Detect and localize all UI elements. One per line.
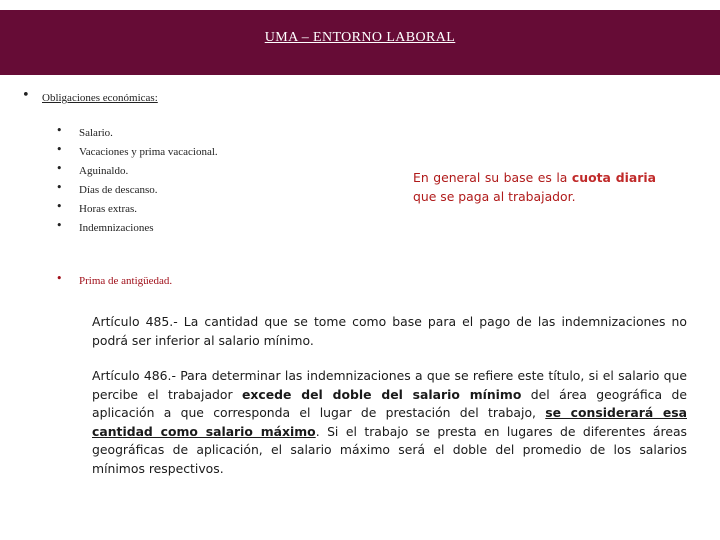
list-item: Aguinaldo. <box>79 165 129 177</box>
bullet-icon: • <box>56 272 63 285</box>
note-text: En general su base es la <box>413 170 572 185</box>
items-bullets <box>56 124 63 238</box>
note-text: que se paga al trabajador. <box>413 189 576 204</box>
list-item: Salario. <box>79 127 113 139</box>
bullet-icon: • <box>56 143 63 156</box>
list-item: Vacaciones y prima vacacional. <box>79 146 218 158</box>
obligations-list <box>79 127 218 241</box>
bullet-icon: • <box>22 88 30 103</box>
bullet-icon: • <box>56 124 63 137</box>
base-note <box>413 168 656 206</box>
section-heading: Obligaciones económicas: <box>42 92 158 104</box>
bullet-icon: • <box>56 162 63 175</box>
list-item-antiguedad: Prima de antigüedad. <box>79 275 173 287</box>
page-title: UMA – ENTORNO LABORAL <box>264 30 456 45</box>
title-bar <box>0 10 720 75</box>
article-text: del área geográfica de aplicación a que corresponda el lugar de prestación del trabajo, <box>92 386 688 420</box>
list-item: Horas extras. <box>79 203 138 215</box>
list-item: Días de descanso. <box>79 184 158 196</box>
bullet-icon: • <box>56 181 63 194</box>
article-underline: se considerará esa cantidad como salario máximo <box>92 405 687 439</box>
article-bold: excede del doble del salario mínimo <box>242 386 522 402</box>
article-text: Artículo 486.- Para determinar las indemnizaciones a que se refiere este título, si el salario que percibe el trabajador <box>92 368 687 402</box>
list-item: Indemnizaciones <box>79 222 154 234</box>
article-486 <box>92 367 687 478</box>
article-text: . Si el trabajo se presta en lugares de diferentes áreas geográficas de aplicación, el salario máximo será el doble del promedio de los salarios mínimos respectivos. <box>92 423 687 476</box>
article-485: Artículo 485.- La cantidad que se tome como base para el pago de las indemnizaciones no podrá ser inferior al salario mínimo. <box>92 314 687 348</box>
bullet-icon: • <box>56 219 63 232</box>
note-highlight: cuota diaria <box>571 170 656 185</box>
bullet-icon: • <box>56 200 63 213</box>
